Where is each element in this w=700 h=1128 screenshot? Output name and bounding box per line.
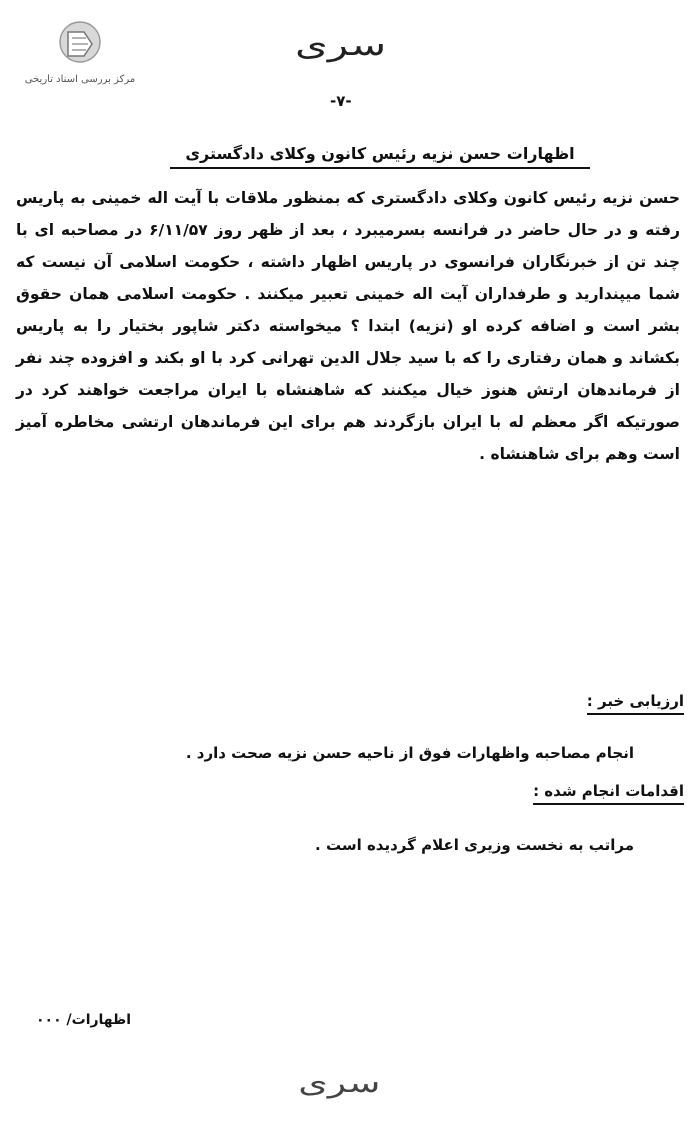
footer-reference: اظهارات/ ۰۰۰: [36, 1012, 132, 1028]
evaluation-label-text: ارزیابی خبر :: [587, 692, 684, 715]
classification-stamp-top: سری: [294, 28, 387, 63]
evaluation-text: انجام مصاحبه واظهارات فوق از ناحیه حسن نزیه صحت دارد .: [185, 744, 634, 762]
classification-stamp-bottom: سری: [298, 1068, 381, 1099]
archive-center-emblem-icon: [58, 18, 102, 68]
actions-text: مراتب به نخست وزیری اعلام گردیده است .: [315, 836, 634, 854]
archive-logo-text: مرکز بررسی اسناد تاریخی: [24, 74, 136, 85]
evaluation-section-label: [587, 692, 684, 710]
document-heading: اظهارات حسن نزیه رئیس کانون وکلای دادگستری: [170, 144, 590, 169]
actions-label-text: اقدامات انجام شده :: [533, 782, 684, 805]
archive-logo: [10, 18, 150, 88]
report-body-paragraph: حسن نزیه رئیس کانون وکلای دادگستری که بمنظور ملاقات با آیت اله خمینی به پاریس رفته و در حال حاضر در فرانسه بسرمیبرد ، بعد از ظهر روز ۶/۱۱/۵۷ در مصاحبه ای با چند تن از خبرنگاران فرانسوی در پاریس اظهار داشته ، حکومت اسلامی آن نیست که شما میپندارید و طرفداران آیت اله خمینی تعبیر میکنند . حکومت اسلامی همان حقوق بشر است و اضافه کرده او (نزیه) ابتدا ؟ میخواسته دکتر شاپور بختیار را به پاریس بکشاند و همان رفتاری را که با سید جلال الدین تهرانی کرد با او بکند و افزوده چند نفر از فرماندهان ارتش هنوز خیال میکنند که شاهنشاه با ایران مراجعت خواهند کرد در صورتیکه اگر معظم له با ایران بازگردند هم برای این فرماندهان ارتشی مخاطره آمیز است وهم برای شاهنشاه .: [16, 189, 680, 463]
actions-section-label: [533, 782, 684, 800]
page-number: -۷-: [330, 92, 352, 110]
